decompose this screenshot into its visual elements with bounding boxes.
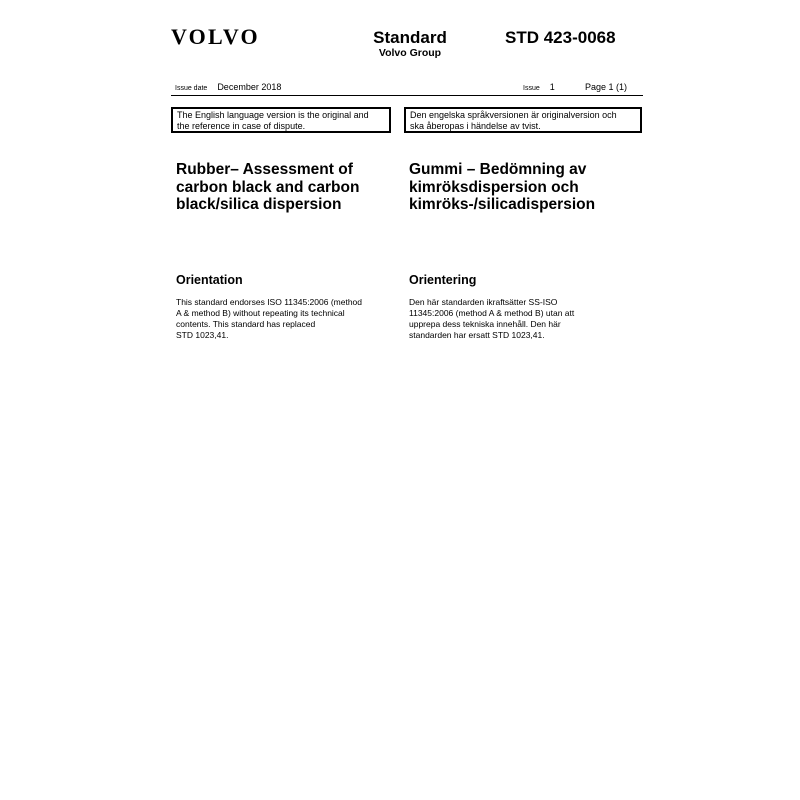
title-line: kimröks-/silicadispersion — [409, 196, 596, 213]
body-line: upprepa dess tekniska innehåll. Den här — [409, 319, 561, 329]
document-title-en — [176, 161, 398, 214]
title-line: kimröksdispersion och — [409, 178, 579, 196]
body-line: This standard endorses ISO 11345:2006 (method — [176, 297, 363, 307]
issue-label: Issue — [523, 85, 540, 92]
notice-line: The English language version is the original and — [177, 110, 369, 120]
header-divider — [171, 95, 643, 96]
orientation-heading-en: Orientation — [176, 273, 243, 287]
body-line: STD 1023,41. — [176, 330, 229, 340]
organization: Volvo Group — [378, 47, 442, 59]
body-line: A & method B) without repeating its technical — [176, 308, 345, 318]
orientation-text-en — [176, 297, 390, 341]
title-line: black/silica dispersion — [176, 196, 342, 213]
document-title-sv — [409, 161, 644, 214]
volvo-logo: VOLVO — [171, 24, 260, 49]
document-type: Standard — [373, 28, 447, 47]
issue-date-row — [175, 82, 281, 92]
title-line: carbon black and carbon — [176, 178, 360, 196]
notice-line: the reference in case of dispute. — [177, 120, 306, 131]
notice-line: Den engelska språkversionen är originalversion och — [410, 110, 617, 120]
notice-line: ska åberopas i händelse av tvist. — [410, 120, 541, 131]
body-line: Den här standarden ikraftsätter SS-ISO — [409, 297, 558, 307]
body-line: 11345:2006 (method A & method B) utan att — [409, 308, 575, 318]
document-number: STD 423-0068 — [505, 28, 616, 47]
issue-row — [523, 82, 555, 92]
title-line: Gummi – Bedömning av — [409, 161, 587, 178]
issue-date-value: December 2018 — [217, 82, 282, 92]
body-line: contents. This standard has replaced — [176, 319, 316, 329]
document-type-block — [355, 28, 465, 60]
orientation-text-sv — [409, 297, 619, 341]
page-number: Page 1 (1) — [585, 82, 628, 92]
orientation-heading-sv: Orientering — [409, 273, 477, 287]
issue-value: 1 — [549, 82, 555, 92]
language-notice-en — [171, 107, 391, 133]
language-notice-sv — [404, 107, 642, 133]
issue-date-label: Issue date — [175, 85, 208, 92]
title-line: Rubber– Assessment of — [176, 161, 353, 178]
body-line: standarden har ersatt STD 1023,41. — [409, 330, 545, 340]
